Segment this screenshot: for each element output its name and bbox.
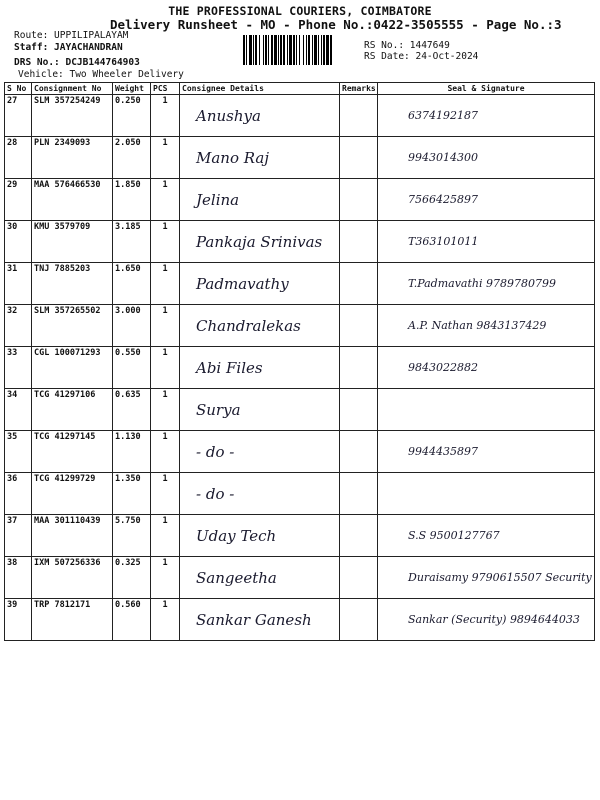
barcode-bar: [312, 35, 313, 65]
cell-weight: 0.550: [113, 347, 151, 389]
cell-weight: 1.850: [113, 179, 151, 221]
cell-sno: 27: [5, 95, 32, 137]
cell-sno: 36: [5, 473, 32, 515]
cell-consignment-no: KMU 3579709: [32, 221, 113, 263]
cell-signature: 9944435897: [378, 431, 595, 473]
cell-consignment-no: TCG 41297145: [32, 431, 113, 473]
header-consignment-no: Consignment No: [32, 83, 113, 95]
barcode-bar: [299, 35, 300, 65]
cell-signature: 9843022882: [378, 347, 595, 389]
table-row: [5, 599, 595, 641]
cell-pcs: 1: [151, 473, 180, 515]
cell-signature: Sankar (Security) 9894644033: [378, 599, 595, 641]
cell-consignee-name: Anushya: [180, 95, 340, 137]
cell-pcs: 1: [151, 263, 180, 305]
table-row: [5, 389, 595, 431]
cell-consignment-no: CGL 100071293: [32, 347, 113, 389]
barcode-bar: [246, 35, 247, 65]
table-row: [5, 179, 595, 221]
table-row: [5, 431, 595, 473]
cell-pcs: 1: [151, 305, 180, 347]
cell-consignment-no: TCG 41297106: [32, 389, 113, 431]
cell-sno: 38: [5, 557, 32, 599]
cell-consignee-name: - do -: [180, 473, 340, 515]
cell-signature: 7566425897: [378, 179, 595, 221]
cell-signature: 9943014300: [378, 137, 595, 179]
barcode-bar: [303, 35, 304, 65]
barcode-bar: [280, 35, 282, 65]
cell-signature: 6374192187: [378, 95, 595, 137]
cell-weight: 5.750: [113, 515, 151, 557]
cell-signature: [378, 389, 595, 431]
cell-sno: 33: [5, 347, 32, 389]
cell-remarks: [340, 431, 378, 473]
cell-remarks: [340, 179, 378, 221]
cell-weight: 0.250: [113, 95, 151, 137]
cell-consignee-name: Padmavathy: [180, 263, 340, 305]
header-consignee-details: Consignee Details: [180, 83, 340, 95]
table-row: [5, 221, 595, 263]
table-row: [5, 137, 595, 179]
cell-consignee-name: - do -: [180, 431, 340, 473]
barcode-bar: [314, 35, 317, 65]
cell-pcs: 1: [151, 515, 180, 557]
cell-pcs: 1: [151, 347, 180, 389]
barcode-bar: [318, 35, 319, 65]
cell-consignment-no: TRP 7812171: [32, 599, 113, 641]
barcode-bar: [249, 35, 252, 65]
barcode-bar: [308, 35, 310, 65]
route-label: Route: UPPILIPALAYAM: [14, 30, 129, 41]
cell-sno: 37: [5, 515, 32, 557]
cell-consignment-no: TNJ 7885203: [32, 263, 113, 305]
barcode-bar: [296, 35, 297, 65]
cell-pcs: 1: [151, 137, 180, 179]
cell-remarks: [340, 263, 378, 305]
cell-remarks: [340, 515, 378, 557]
barcode-bar: [287, 35, 288, 65]
runsheet-table: [4, 82, 595, 641]
barcode-bar: [323, 35, 325, 65]
cell-remarks: [340, 557, 378, 599]
cell-weight: 2.050: [113, 137, 151, 179]
cell-signature: T.Padmavathi 9789780799: [378, 263, 595, 305]
barcode-bar: [243, 35, 245, 65]
cell-weight: 1.130: [113, 431, 151, 473]
table-row: [5, 263, 595, 305]
barcode-bar: [253, 35, 254, 65]
cell-consignee-name: Surya: [180, 389, 340, 431]
staff-label: Staff: JAYACHANDRAN: [14, 42, 123, 53]
barcode-bar: [263, 35, 264, 65]
cell-weight: 1.650: [113, 263, 151, 305]
cell-sno: 35: [5, 431, 32, 473]
barcode-bar: [265, 35, 267, 65]
cell-consignment-no: MAA 301110439: [32, 515, 113, 557]
barcode: [243, 35, 355, 65]
barcode-bar: [259, 35, 260, 65]
cell-sno: 28: [5, 137, 32, 179]
cell-consignee-name: Pankaja Srinivas: [180, 221, 340, 263]
cell-pcs: 1: [151, 557, 180, 599]
rs-date: RS Date: 24-Oct-2024: [364, 51, 479, 62]
cell-pcs: 1: [151, 599, 180, 641]
cell-remarks: [340, 599, 378, 641]
barcode-bar: [278, 35, 279, 65]
cell-weight: 0.325: [113, 557, 151, 599]
cell-signature: Duraisamy 9790615507 Security: [378, 557, 595, 599]
cell-sno: 39: [5, 599, 32, 641]
cell-weight: 0.560: [113, 599, 151, 641]
barcode-bar: [321, 35, 322, 65]
table-row: [5, 557, 595, 599]
header-remarks: Remarks: [340, 83, 378, 95]
barcode-bar: [289, 35, 292, 65]
cell-weight: 0.635: [113, 389, 151, 431]
cell-remarks: [340, 305, 378, 347]
cell-remarks: [340, 95, 378, 137]
table-row: [5, 305, 595, 347]
company-title: THE PROFESSIONAL COURIERS, COIMBATORE: [168, 4, 432, 18]
cell-signature: [378, 473, 595, 515]
barcode-bar: [255, 35, 257, 65]
cell-remarks: [340, 347, 378, 389]
cell-sno: 34: [5, 389, 32, 431]
vehicle-label: Vehicle: Two Wheeler Delivery: [18, 69, 184, 80]
rs-number: RS No.: 1447649: [364, 40, 450, 51]
cell-pcs: 1: [151, 95, 180, 137]
cell-consignment-no: MAA 576466530: [32, 179, 113, 221]
barcode-bar: [271, 35, 273, 65]
cell-consignment-no: TCG 41299729: [32, 473, 113, 515]
cell-signature: S.S 9500127767: [378, 515, 595, 557]
barcode-bar: [268, 35, 269, 65]
table-header-row: [5, 83, 595, 95]
barcode-bar: [274, 35, 277, 65]
cell-consignment-no: SLM 357265502: [32, 305, 113, 347]
cell-pcs: 1: [151, 221, 180, 263]
table-row: [5, 515, 595, 557]
barcode-bar: [306, 35, 307, 65]
cell-remarks: [340, 473, 378, 515]
cell-signature: T363101011: [378, 221, 595, 263]
cell-consignment-no: SLM 357254249: [32, 95, 113, 137]
drs-number: DRS No.: DCJB144764903: [14, 57, 140, 68]
cell-weight: 3.000: [113, 305, 151, 347]
cell-consignee-name: Sangeetha: [180, 557, 340, 599]
cell-consignee-name: Chandralekas: [180, 305, 340, 347]
header-weight: Weight: [113, 83, 151, 95]
cell-consignee-name: Abi Files: [180, 347, 340, 389]
cell-consignee-name: Uday Tech: [180, 515, 340, 557]
runsheet-subtitle: Delivery Runsheet - MO - Phone No.:0422-3505555 - Page No.:3: [110, 17, 562, 32]
cell-weight: 1.350: [113, 473, 151, 515]
cell-remarks: [340, 221, 378, 263]
cell-signature: A.P. Nathan 9843137429: [378, 305, 595, 347]
cell-sno: 32: [5, 305, 32, 347]
cell-pcs: 1: [151, 179, 180, 221]
barcode-bar: [330, 35, 332, 65]
cell-consignee-name: Jelina: [180, 179, 340, 221]
cell-remarks: [340, 137, 378, 179]
cell-sno: 31: [5, 263, 32, 305]
header-seal-signature: Seal & Signature: [378, 83, 595, 95]
cell-sno: 29: [5, 179, 32, 221]
cell-sno: 30: [5, 221, 32, 263]
table-row: [5, 473, 595, 515]
header-pcs: PCS: [151, 83, 180, 95]
header-sno: S No: [5, 83, 32, 95]
table-row: [5, 95, 595, 137]
barcode-bar: [326, 35, 329, 65]
table-row: [5, 347, 595, 389]
barcode-bar: [283, 35, 285, 65]
cell-consignee-name: Mano Raj: [180, 137, 340, 179]
cell-pcs: 1: [151, 389, 180, 431]
barcode-bar: [293, 35, 295, 65]
cell-weight: 3.185: [113, 221, 151, 263]
cell-pcs: 1: [151, 431, 180, 473]
cell-remarks: [340, 389, 378, 431]
cell-consignment-no: PLN 2349093: [32, 137, 113, 179]
cell-consignment-no: IXM 507256336: [32, 557, 113, 599]
cell-consignee-name: Sankar Ganesh: [180, 599, 340, 641]
